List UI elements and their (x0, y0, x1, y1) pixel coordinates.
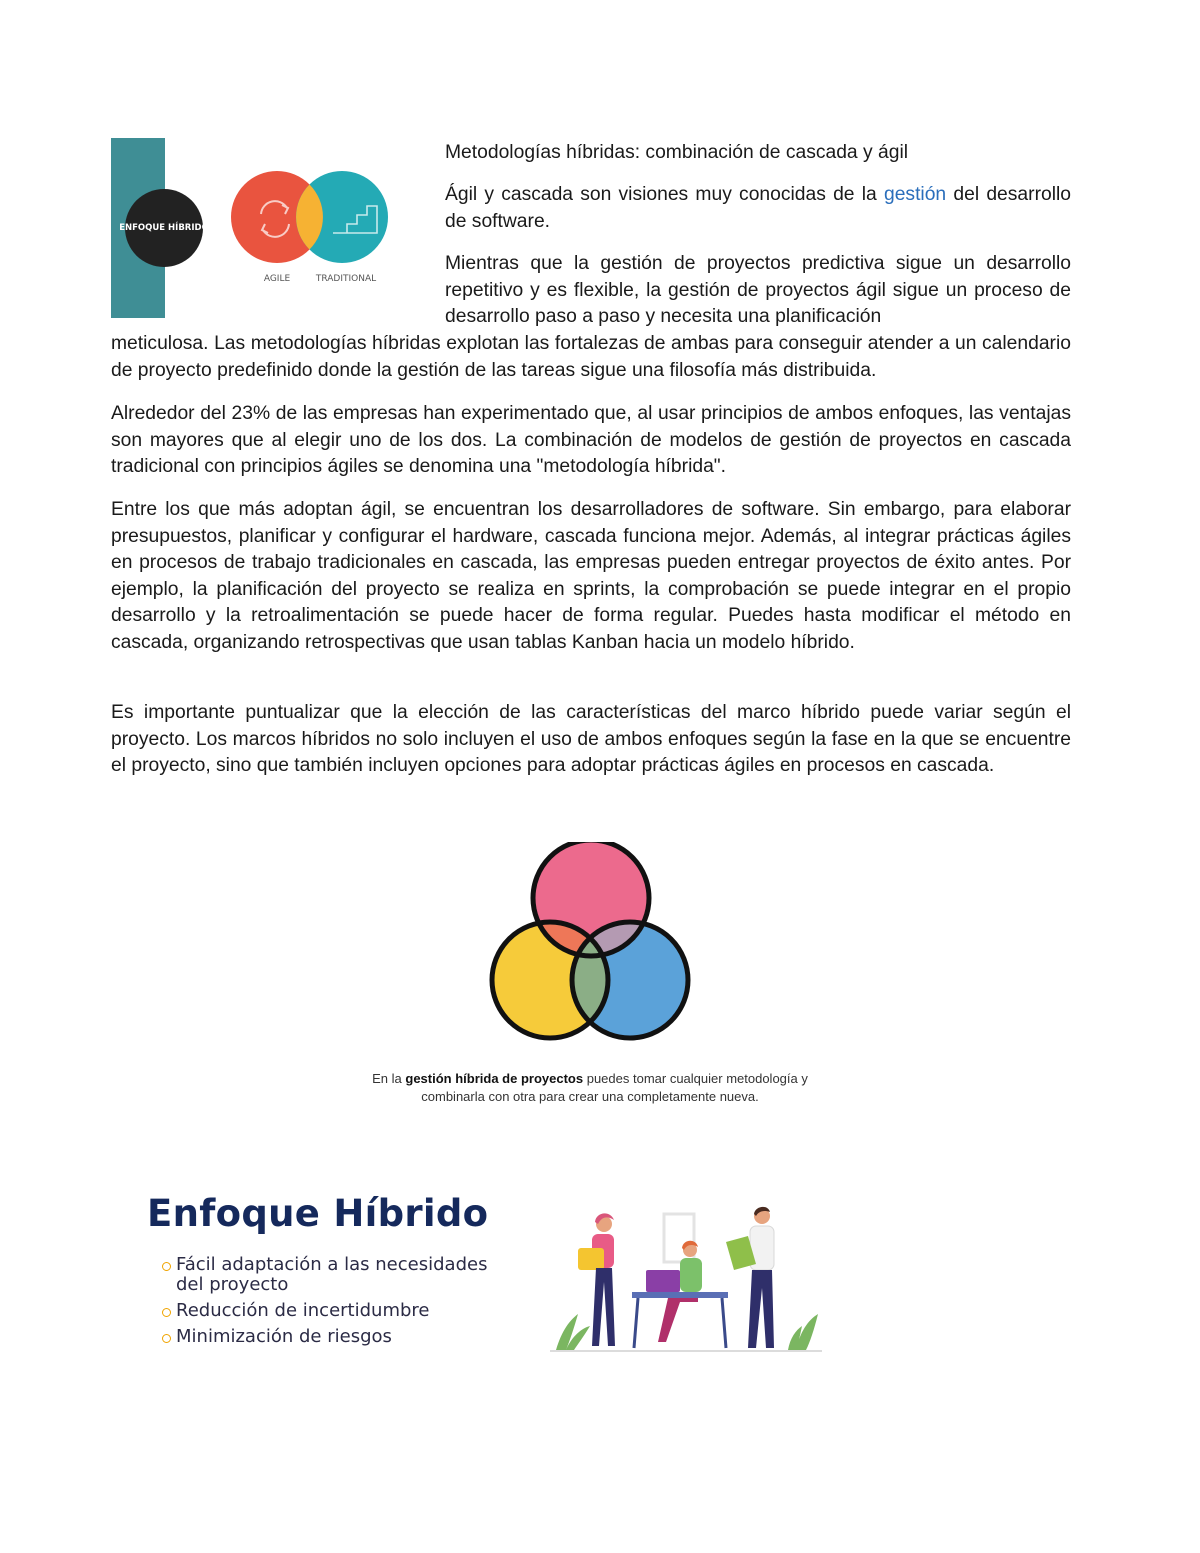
team-collaboration-illustration (548, 1202, 824, 1358)
hybrid-approach-figure (111, 138, 411, 318)
three-circle-venn-figure (488, 842, 692, 1044)
paragraph-4: Es importante puntualizar que la elección de las características del marco híbrido puede variar según el proyecto. Los marcos híbridos no solo incluyen el uso de ambos enfoques según la fase en la que se encuentre el proyecto, sino que también incluyen opciones para adoptar prácticas ágiles en procesos en cascada. (111, 702, 1071, 777)
list-item-text: Minimización de riesgos (176, 1326, 392, 1347)
list-item (160, 1327, 500, 1347)
desk-top (632, 1292, 728, 1298)
bullet-circle-icon (162, 1308, 171, 1317)
caption-pre: En la (372, 1071, 402, 1086)
hybrid-title: Enfoque Híbrido (147, 1192, 489, 1235)
plant-right-icon (788, 1314, 818, 1350)
intro-text-b: del desarrollo de software. (445, 184, 1071, 232)
section-title: Metodologías híbridas: combinación de cascada y ágil (445, 142, 909, 163)
desk-legs (634, 1298, 726, 1348)
person-center-legs (658, 1298, 698, 1342)
traditional-label: TRADITIONAL (315, 274, 377, 284)
paragraph-1-bottom: meticulosa. Las metodologías híbridas explotan las fortalezas de ambas para conseguir atender a un calendario de proyecto predefinido donde la gestión de las tareas sigue una filosofía más distribuida. (111, 333, 1071, 381)
gestion-link[interactable]: gestión (883, 184, 947, 205)
laptop (646, 1270, 680, 1292)
list-item-text: Reducción de incertidumbre (176, 1300, 430, 1321)
list-item (160, 1255, 500, 1295)
paragraph-1-top: Mientras que la gestión de proyectos predictiva sigue un desarrollo repetitivo y es flexible, la gestión de proyectos ágil sigue un proceso de desarrollo paso a paso y necesita una planificación (445, 253, 1071, 328)
intro-text-a: Ágil y cascada son visiones muy conocidas de la (445, 184, 877, 205)
person-left-legs (592, 1268, 615, 1346)
agile-label: AGILE (263, 274, 291, 284)
venn-caption (355, 1070, 825, 1106)
person-right-legs (748, 1270, 774, 1348)
hybrid-benefits-list (160, 1255, 500, 1353)
intro-paragraph (445, 182, 1071, 235)
paragraph-2: Alrededor del 23% de las empresas han experimentado que, al usar principios de ambos enfoques, las ventajas son mayores que al elegir uno de los dos. La combinación de modelos de gestión de proyectos en cascada tradicional con principios ágiles se denomina una "metodología híbrida". (111, 403, 1071, 478)
hybrid-badge-text: ENFOQUE HÍBRIDO (119, 223, 209, 233)
caption-post: puedes tomar cualquier metodología y combinarla con otra para crear una completamente nueva. (421, 1071, 808, 1104)
bullet-circle-icon (162, 1262, 171, 1271)
list-item (160, 1301, 500, 1321)
bullet-circle-icon (162, 1334, 171, 1343)
person-center-body (680, 1258, 702, 1292)
caption-bold: gestión híbrida de proyectos (405, 1071, 584, 1086)
list-item-text: Fácil adaptación a las necesidades del proyecto (176, 1254, 488, 1295)
plant-left-icon (556, 1314, 590, 1350)
paragraph-3: Entre los que más adoptan ágil, se encuentran los desarrolladores de software. Sin embargo, para elaborar presupuestos, planificar y configurar el hardware, cascada funciona mejor. Además, al integrar prácticas ágiles en procesos de trabajo tradicionales en cascada, las empresas pueden entregar proyectos de éxito antes. Por ejemplo, la planificación del proyecto se realiza en sprints, la comprobación se puede integrar en el propio desarrollo y la retroalimentación se puede hacer de forma regular. Puedes hasta modificar el método en cascada, organizando retrospectivas que usan tablas Kanban hacia un modelo híbrido. (111, 499, 1071, 653)
puzzle-piece-yellow (578, 1248, 604, 1270)
